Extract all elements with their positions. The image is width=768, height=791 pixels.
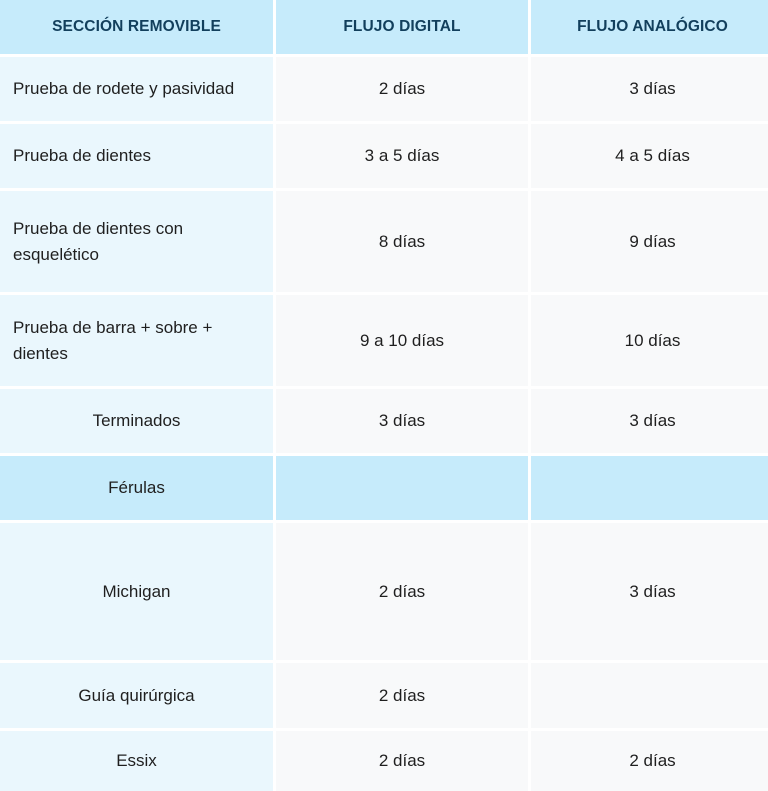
row-label: Michigan [0, 523, 273, 660]
analog-value: 4 a 5 días [531, 124, 768, 188]
digital-value: 8 días [276, 191, 528, 292]
analog-value: 2 días [531, 731, 768, 791]
section-empty-digital [276, 456, 528, 520]
header-seccion-removible: SECCIÓN REMOVIBLE [0, 0, 273, 54]
digital-value: 3 a 5 días [276, 124, 528, 188]
digital-value: 2 días [276, 523, 528, 660]
analog-value [531, 663, 768, 728]
header-flujo-analogico: FLUJO ANALÓGICO [531, 0, 768, 54]
analog-value: 9 días [531, 191, 768, 292]
row-label: Terminados [0, 389, 273, 453]
digital-value: 2 días [276, 731, 528, 791]
row-label: Prueba de dientes [0, 124, 273, 188]
digital-value: 9 a 10 días [276, 295, 528, 386]
row-label: Essix [0, 731, 273, 791]
digital-value: 2 días [276, 57, 528, 121]
section-empty-analog [531, 456, 768, 520]
analog-value: 3 días [531, 57, 768, 121]
row-label: Guía quirúrgica [0, 663, 273, 728]
row-label: Prueba de dientes con esquelético [0, 191, 273, 292]
row-label: Prueba de barra + sobre + dientes [0, 295, 273, 386]
digital-value: 2 días [276, 663, 528, 728]
header-flujo-digital: FLUJO DIGITAL [276, 0, 528, 54]
analog-value: 3 días [531, 523, 768, 660]
analog-value: 3 días [531, 389, 768, 453]
section-label-ferulas: Férulas [0, 456, 273, 520]
row-label: Prueba de rodete y pasividad [0, 57, 273, 121]
analog-value: 10 días [531, 295, 768, 386]
digital-value: 3 días [276, 389, 528, 453]
